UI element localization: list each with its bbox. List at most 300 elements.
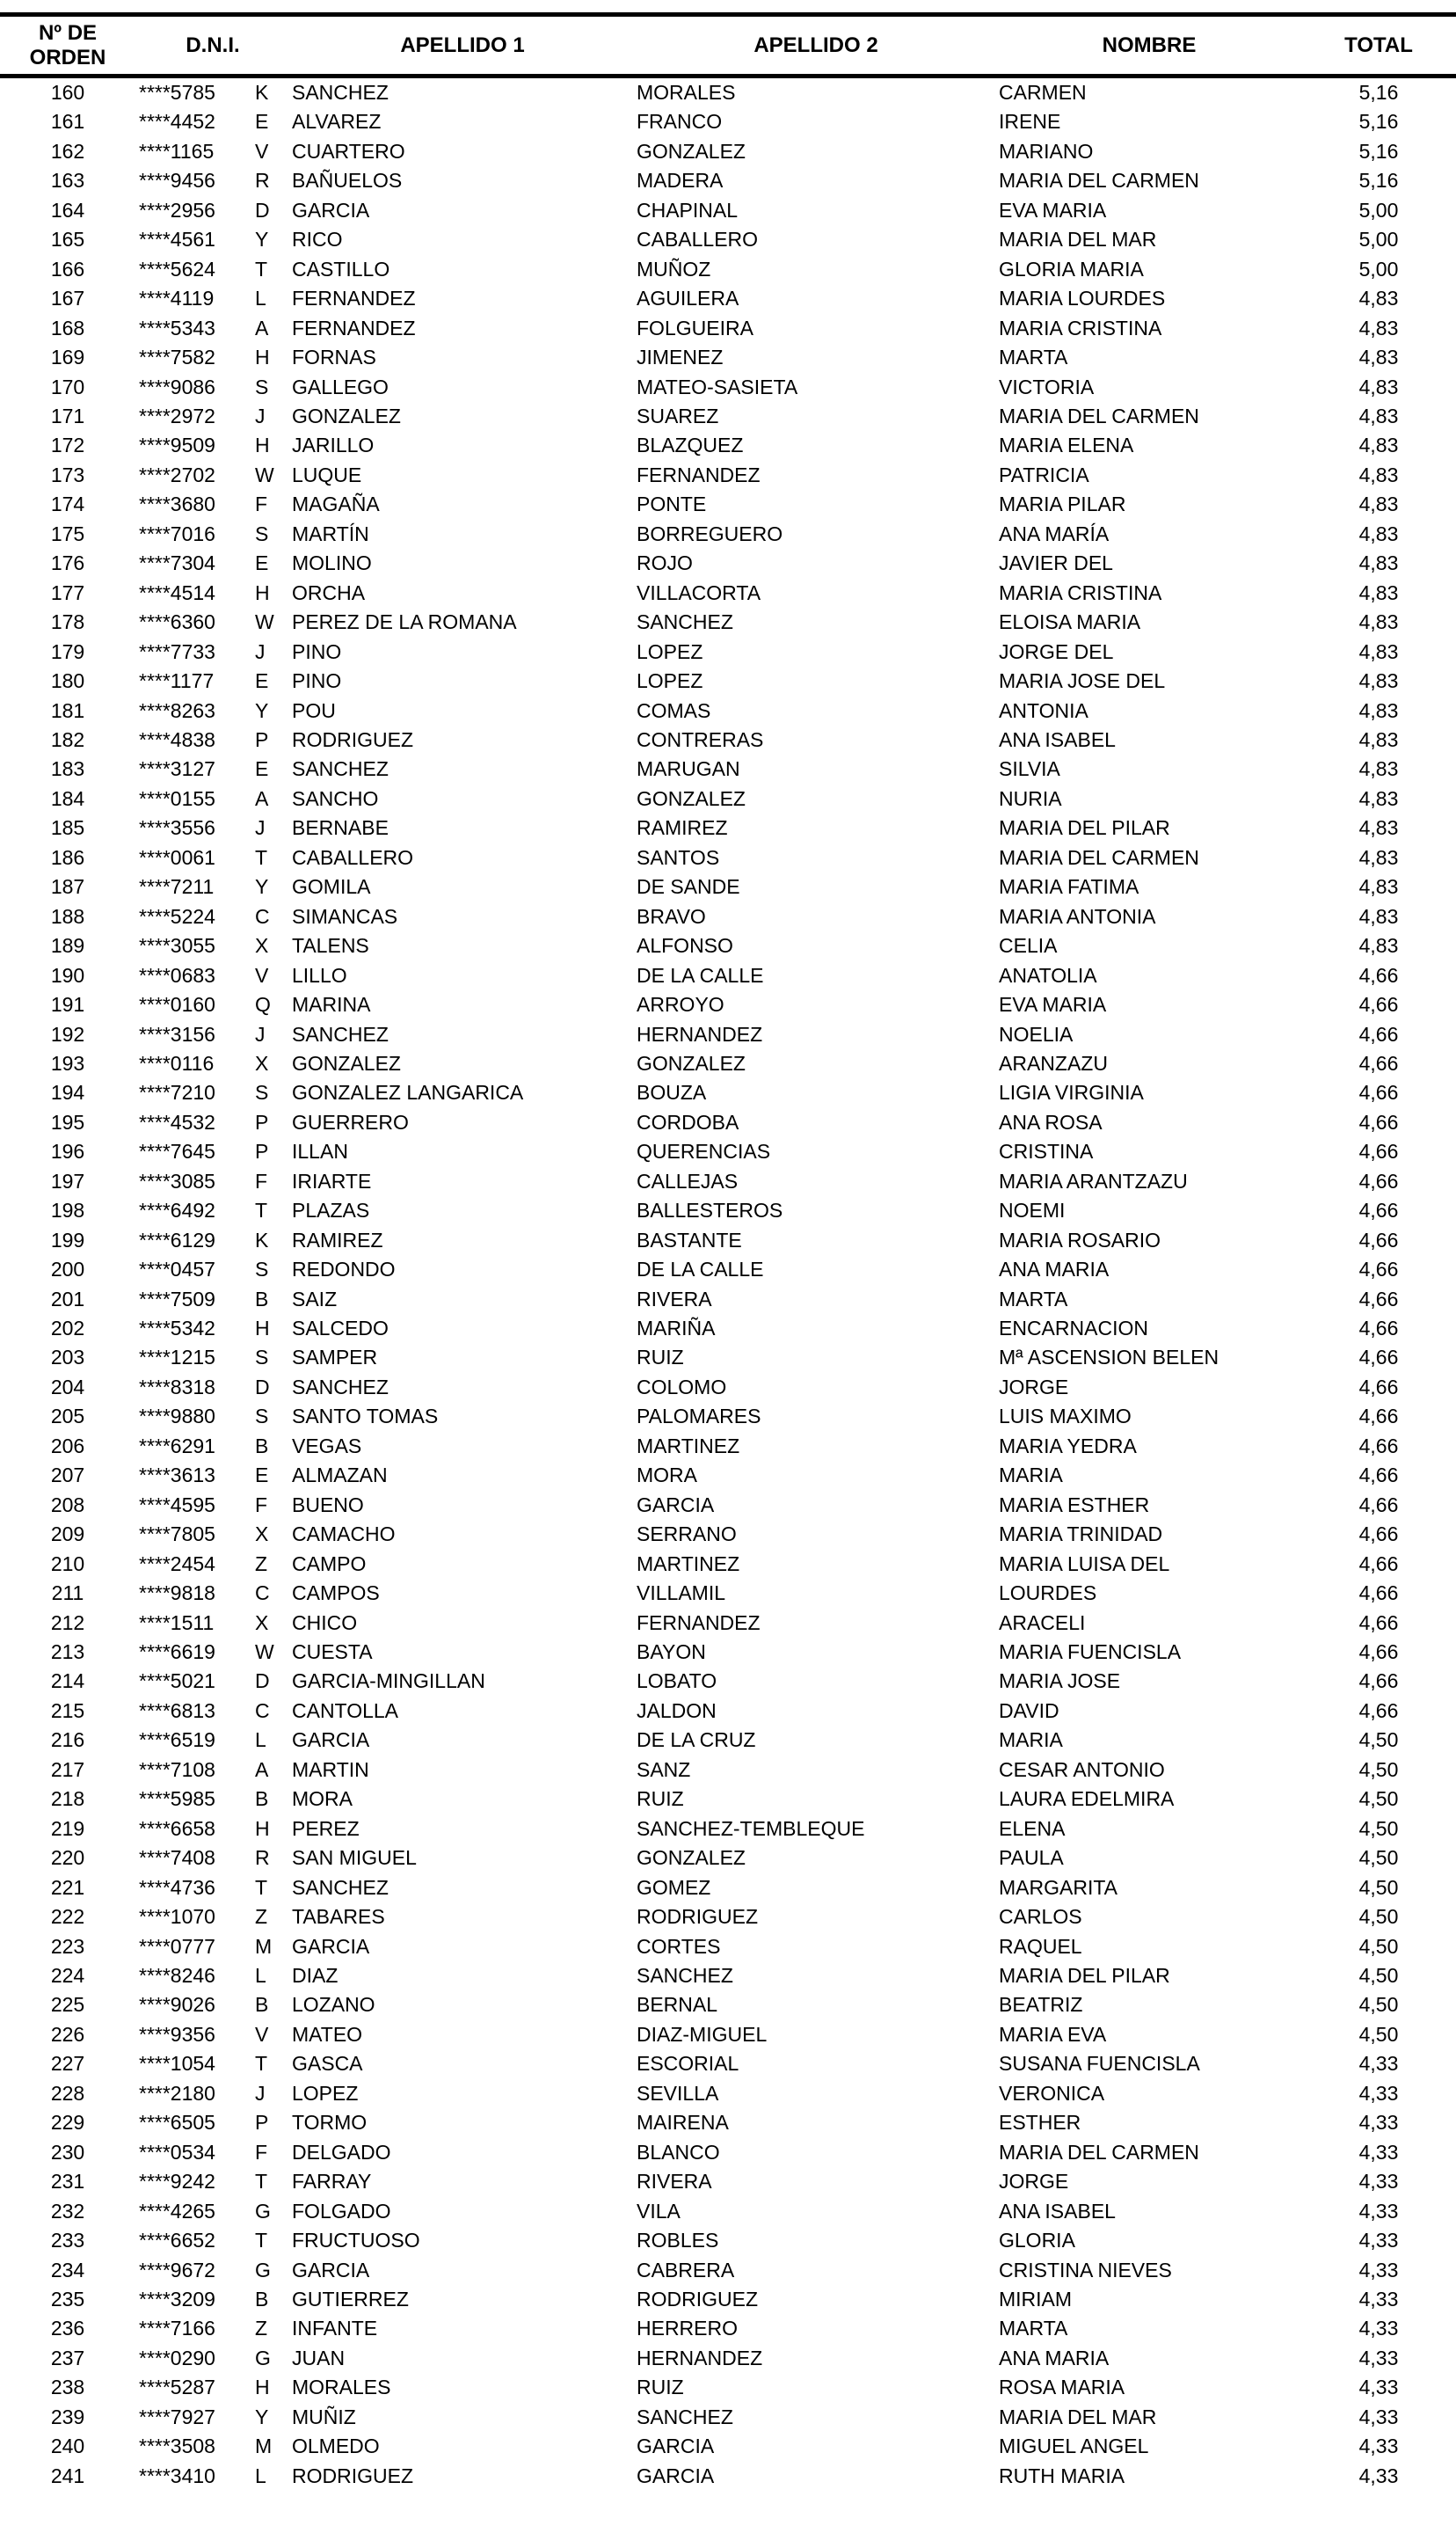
- dni-cell: ****1054: [139, 2052, 215, 2076]
- order-cell: 185: [50, 816, 85, 840]
- table-row: [0, 2020, 1456, 2049]
- total-cell: 4,33: [1358, 2317, 1399, 2340]
- total-cell: 4,83: [1358, 287, 1399, 310]
- apellido2-cell: CABRERA: [637, 2258, 735, 2281]
- column-header-apellido2: APELLIDO 2: [753, 33, 878, 57]
- total-cell: 4,83: [1358, 639, 1399, 663]
- dni-cell: ****7210: [139, 1081, 215, 1105]
- dni-cell: ****4265: [139, 2199, 215, 2223]
- apellido1-cell: BERNABE: [292, 816, 389, 840]
- table-row: [0, 520, 1456, 549]
- dni-cell: ****6658: [139, 1816, 215, 1840]
- table-row: [0, 961, 1456, 990]
- order-cell: 211: [51, 1581, 84, 1605]
- apellido1-cell: RAMIREZ: [292, 1228, 383, 1252]
- nombre-cell: MARIA CRISTINA: [999, 580, 1162, 604]
- apellido2-cell: LOBATO: [637, 1669, 717, 1693]
- nombre-cell: JORGE: [999, 1375, 1069, 1398]
- order-cell: 196: [50, 1140, 85, 1164]
- total-cell: 4,83: [1358, 580, 1399, 604]
- total-cell: 5,00: [1358, 257, 1399, 281]
- table-row: [0, 2108, 1456, 2137]
- apellido2-cell: RUIZ: [637, 1346, 684, 1369]
- order-cell: 241: [50, 2464, 85, 2487]
- dni-letter-cell: L: [255, 1964, 266, 1987]
- apellido1-cell: MUÑIZ: [292, 2405, 356, 2428]
- order-cell: 164: [50, 198, 85, 222]
- dni-letter-cell: W: [255, 463, 274, 486]
- apellido2-cell: RAMIREZ: [637, 816, 728, 840]
- column-header-nombre: NOMBRE: [1102, 33, 1197, 57]
- dni-cell: ****9880: [139, 1405, 215, 1428]
- dni-letter-cell: X: [255, 1610, 269, 1634]
- table-row: [0, 931, 1456, 960]
- dni-cell: ****3410: [139, 2464, 215, 2487]
- nombre-cell: ANA ISABEL: [999, 2199, 1116, 2223]
- apellido2-cell: BALLESTEROS: [637, 1199, 783, 1223]
- apellido2-cell: BLAZQUEZ: [637, 434, 744, 457]
- table-row: [0, 1726, 1456, 1755]
- total-cell: 4,66: [1358, 1169, 1399, 1193]
- nombre-cell: MARIA: [999, 1464, 1063, 1487]
- nombre-cell: MARIA YEDRA: [999, 1434, 1137, 1457]
- nombre-cell: EVA MARIA: [999, 198, 1107, 222]
- order-cell: 206: [50, 1434, 85, 1457]
- nombre-cell: RAQUEL: [999, 1934, 1082, 1958]
- dni-cell: ****0777: [139, 1934, 215, 1958]
- nombre-cell: MARIA FATIMA: [999, 875, 1139, 899]
- document-page: [0, 12, 1456, 2526]
- apellido1-cell: DELGADO: [292, 2140, 391, 2164]
- apellido2-cell: BASTANTE: [637, 1228, 742, 1252]
- total-cell: 4,66: [1358, 963, 1399, 987]
- order-cell: 190: [50, 963, 85, 987]
- order-cell: 226: [50, 2022, 85, 2046]
- dni-letter-cell: T: [255, 2052, 268, 2076]
- apellido2-cell: LOPEZ: [637, 669, 703, 693]
- column-header-apellido1: APELLIDO 1: [400, 33, 525, 57]
- apellido1-cell: LOZANO: [292, 1993, 375, 2017]
- dni-cell: ****7509: [139, 1287, 215, 1310]
- total-cell: 4,66: [1358, 1581, 1399, 1605]
- table-row: [0, 314, 1456, 343]
- total-cell: 5,00: [1358, 198, 1399, 222]
- apellido1-cell: POU: [292, 698, 336, 722]
- dni-letter-cell: F: [255, 493, 268, 516]
- dni-letter-cell: H: [255, 580, 270, 604]
- apellido2-cell: GARCIA: [637, 1493, 715, 1516]
- apellido1-cell: SAMPER: [292, 1346, 378, 1369]
- apellido2-cell: MAIRENA: [637, 2111, 729, 2135]
- dni-letter-cell: Q: [255, 993, 271, 1017]
- apellido2-cell: MORALES: [637, 81, 736, 104]
- total-cell: 4,83: [1358, 786, 1399, 810]
- nombre-cell: VERONICA: [999, 2081, 1105, 2105]
- dni-letter-cell: P: [255, 1110, 269, 1134]
- order-cell: 186: [50, 845, 85, 869]
- table-row: [0, 284, 1456, 313]
- dni-cell: ****7408: [139, 1846, 215, 1870]
- table-row: [0, 1638, 1456, 1667]
- nombre-cell: CARMEN: [999, 81, 1087, 104]
- total-cell: 4,83: [1358, 551, 1399, 575]
- total-cell: 4,66: [1358, 1346, 1399, 1369]
- total-cell: 4,66: [1358, 1640, 1399, 1664]
- total-cell: 4,33: [1358, 2111, 1399, 2135]
- dni-letter-cell: V: [255, 963, 269, 987]
- nombre-cell: MARIA DEL CARMEN: [999, 404, 1199, 427]
- nombre-cell: MARIA: [999, 1728, 1063, 1752]
- apellido1-cell: ALMAZAN: [292, 1464, 388, 1487]
- dni-cell: ****9818: [139, 1581, 215, 1605]
- table-row: [0, 107, 1456, 136]
- dni-cell: ****0290: [139, 2346, 215, 2369]
- total-cell: 4,83: [1358, 522, 1399, 545]
- total-cell: 4,66: [1358, 1140, 1399, 1164]
- apellido2-cell: GARCIA: [637, 2464, 715, 2487]
- table-row: [0, 1990, 1456, 2019]
- dni-letter-cell: T: [255, 2229, 268, 2252]
- apellido1-cell: GUERRERO: [292, 1110, 409, 1134]
- nombre-cell: MIRIAM: [999, 2287, 1073, 2311]
- order-cell: 238: [50, 2376, 85, 2399]
- order-cell: 179: [50, 639, 85, 663]
- table-row: [0, 2432, 1456, 2461]
- table-row: [0, 343, 1456, 372]
- nombre-cell: MARIA EVA: [999, 2022, 1107, 2046]
- total-cell: 4,83: [1358, 316, 1399, 339]
- order-cell: 191: [50, 993, 85, 1017]
- table-row: [0, 2285, 1456, 2314]
- apellido2-cell: AGUILERA: [637, 287, 739, 310]
- apellido2-cell: HERRERO: [637, 2317, 739, 2340]
- dni-cell: ****7108: [139, 1757, 215, 1781]
- apellido2-cell: BRAVO: [637, 904, 706, 928]
- total-cell: 4,66: [1358, 1610, 1399, 1634]
- order-cell: 180: [50, 669, 85, 693]
- dni-cell: ****5224: [139, 904, 215, 928]
- dni-cell: ****5785: [139, 81, 215, 104]
- apellido1-cell: MARINA: [292, 993, 371, 1017]
- total-cell: 4,83: [1358, 727, 1399, 751]
- table-row: [0, 1785, 1456, 1814]
- table-row: [0, 726, 1456, 755]
- order-cell: 161: [50, 110, 85, 134]
- apellido2-cell: PONTE: [637, 493, 707, 516]
- total-cell: 4,83: [1358, 463, 1399, 486]
- dni-cell: ****0457: [139, 1258, 215, 1281]
- total-cell: 4,66: [1358, 1287, 1399, 1310]
- nombre-cell: CRISTINA NIEVES: [999, 2258, 1172, 2281]
- dni-letter-cell: S: [255, 1346, 269, 1369]
- dni-cell: ****7733: [139, 639, 215, 663]
- apellido2-cell: RODRIGUEZ: [637, 2287, 758, 2311]
- nombre-cell: Mª ASCENSION BELEN: [999, 1346, 1219, 1369]
- total-cell: 4,50: [1358, 1728, 1399, 1752]
- nombre-cell: MARIA ELENA: [999, 434, 1134, 457]
- dni-cell: ****1177: [139, 669, 215, 693]
- table-row: [0, 1226, 1456, 1255]
- table-row: [0, 2373, 1456, 2402]
- order-cell: 235: [50, 2287, 85, 2311]
- dni-cell: ****4452: [139, 110, 215, 134]
- dni-cell: ****5287: [139, 2376, 215, 2399]
- dni-letter-cell: T: [255, 257, 268, 281]
- apellido2-cell: COLOMO: [637, 1375, 727, 1398]
- apellido1-cell: JUAN: [292, 2346, 346, 2369]
- table-row: [0, 373, 1456, 402]
- dni-letter-cell: D: [255, 198, 270, 222]
- order-cell: 203: [50, 1346, 85, 1369]
- nombre-cell: SILVIA: [999, 757, 1060, 781]
- table-row: [0, 785, 1456, 814]
- dni-letter-cell: Y: [255, 2405, 269, 2428]
- apellido1-cell: GARCIA: [292, 2258, 370, 2281]
- order-cell: 233: [50, 2229, 85, 2252]
- apellido2-cell: GONZALEZ: [637, 1846, 746, 1870]
- dni-cell: ****6619: [139, 1640, 215, 1664]
- table-row: [0, 2049, 1456, 2078]
- dni-cell: ****4838: [139, 727, 215, 751]
- order-cell: 170: [50, 375, 85, 398]
- dni-cell: ****2956: [139, 198, 215, 222]
- dni-letter-cell: R: [255, 1846, 270, 1870]
- dni-letter-cell: W: [255, 610, 274, 634]
- apellido2-cell: RODRIGUEZ: [637, 1905, 758, 1929]
- table-row: [0, 1167, 1456, 1196]
- total-cell: 4,66: [1358, 1051, 1399, 1075]
- dni-letter-cell: J: [255, 1022, 266, 1046]
- nombre-cell: MARIA DEL MAR: [999, 228, 1157, 252]
- dni-cell: ****3209: [139, 2287, 215, 2311]
- table-row: [0, 697, 1456, 726]
- nombre-cell: ANA MARIA: [999, 1258, 1110, 1281]
- nombre-cell: ANA ISABEL: [999, 727, 1116, 751]
- order-cell: 222: [50, 1905, 85, 1929]
- dni-letter-cell: E: [255, 669, 269, 693]
- apellido2-cell: VILA: [637, 2199, 681, 2223]
- order-cell: 239: [50, 2405, 85, 2428]
- total-cell: 4,33: [1358, 2081, 1399, 2105]
- apellido1-cell: SANCHEZ: [292, 757, 389, 781]
- nombre-cell: ELOISA MARIA: [999, 610, 1141, 634]
- nombre-cell: JORGE DEL: [999, 639, 1114, 663]
- table-row: [0, 1137, 1456, 1166]
- nombre-cell: ANATOLIA: [999, 963, 1097, 987]
- dni-cell: ****5343: [139, 316, 215, 339]
- apellido2-cell: COMAS: [637, 698, 711, 722]
- apellido2-cell: ROJO: [637, 551, 693, 575]
- order-cell: 240: [50, 2435, 85, 2458]
- apellido1-cell: CUESTA: [292, 1640, 373, 1664]
- dni-letter-cell: H: [255, 434, 270, 457]
- order-cell: 169: [50, 346, 85, 369]
- table-row: [0, 402, 1456, 431]
- apellido1-cell: SIMANCAS: [292, 904, 398, 928]
- order-cell: 204: [50, 1375, 85, 1398]
- dni-letter-cell: S: [255, 375, 269, 398]
- apellido2-cell: HERNANDEZ: [637, 1022, 763, 1046]
- dni-cell: ****7805: [139, 1522, 215, 1546]
- apellido1-cell: PINO: [292, 639, 342, 663]
- column-header-order: Nº DE ORDEN: [29, 20, 106, 69]
- total-cell: 4,33: [1358, 2287, 1399, 2311]
- total-cell: 5,16: [1358, 81, 1399, 104]
- dni-letter-cell: H: [255, 1317, 270, 1340]
- apellido1-cell: JARILLO: [292, 434, 375, 457]
- order-cell: 184: [50, 786, 85, 810]
- apellido1-cell: GOMILA: [292, 875, 371, 899]
- apellido1-cell: MAGAÑA: [292, 493, 380, 516]
- apellido2-cell: MARTINEZ: [637, 1434, 740, 1457]
- dni-letter-cell: H: [255, 346, 270, 369]
- dni-cell: ****2972: [139, 404, 215, 427]
- nombre-cell: MARIA JOSE DEL: [999, 669, 1166, 693]
- nombre-cell: CRISTINA: [999, 1140, 1094, 1164]
- nombre-cell: GLORIA: [999, 2229, 1075, 2252]
- order-cell: 216: [50, 1728, 85, 1752]
- apellido1-cell: PINO: [292, 669, 342, 693]
- table-row: [0, 2344, 1456, 2373]
- table-row: [0, 843, 1456, 872]
- nombre-cell: MARTA: [999, 1287, 1068, 1310]
- table-row: [0, 814, 1456, 843]
- total-cell: 4,33: [1358, 2170, 1399, 2194]
- apellido1-cell: SANCHO: [292, 786, 379, 810]
- column-header-dni: D.N.I.: [186, 33, 240, 57]
- nombre-cell: MARIA ANTONIA: [999, 904, 1156, 928]
- order-cell: 194: [50, 1081, 85, 1105]
- total-cell: 4,33: [1358, 2140, 1399, 2164]
- apellido1-cell: IRIARTE: [292, 1169, 372, 1193]
- dni-letter-cell: T: [255, 1199, 268, 1223]
- dni-cell: ****4595: [139, 1493, 215, 1516]
- dni-letter-cell: B: [255, 1787, 269, 1811]
- dni-cell: ****0061: [139, 845, 215, 869]
- table-row: [0, 431, 1456, 460]
- dni-cell: ****6519: [139, 1728, 215, 1752]
- dni-letter-cell: F: [255, 1493, 268, 1516]
- dni-letter-cell: A: [255, 316, 269, 339]
- total-cell: 4,33: [1358, 2052, 1399, 2076]
- order-cell: 173: [50, 463, 85, 486]
- order-cell: 166: [50, 257, 85, 281]
- dni-letter-cell: J: [255, 2081, 266, 2105]
- dni-letter-cell: L: [255, 287, 266, 310]
- apellido2-cell: ALFONSO: [637, 934, 733, 958]
- apellido2-cell: MUÑOZ: [637, 257, 711, 281]
- order-cell: 218: [50, 1787, 85, 1811]
- apellido2-cell: SANTOS: [637, 845, 720, 869]
- nombre-cell: LIGIA VIRGINIA: [999, 1081, 1144, 1105]
- table-row: [0, 2403, 1456, 2432]
- dni-letter-cell: F: [255, 1169, 268, 1193]
- table-row: [0, 2314, 1456, 2343]
- total-cell: 4,50: [1358, 1934, 1399, 1958]
- table-row: [0, 1343, 1456, 1372]
- apellido1-cell: VEGAS: [292, 1434, 362, 1457]
- dni-letter-cell: G: [255, 2346, 271, 2369]
- dni-cell: ****0160: [139, 993, 215, 1017]
- apellido2-cell: RIVERA: [637, 1287, 712, 1310]
- order-cell: 172: [50, 434, 85, 457]
- order-cell: 160: [50, 81, 85, 104]
- dni-letter-cell: T: [255, 2170, 268, 2194]
- order-cell: 220: [50, 1846, 85, 1870]
- nombre-cell: CELIA: [999, 934, 1058, 958]
- apellido1-cell: SANCHEZ: [292, 81, 389, 104]
- order-cell: 224: [50, 1964, 85, 1987]
- nombre-cell: ENCARNACION: [999, 1317, 1148, 1340]
- dni-cell: ****6129: [139, 1228, 215, 1252]
- total-cell: 4,66: [1358, 1110, 1399, 1134]
- dni-cell: ****6492: [139, 1199, 215, 1223]
- apellido2-cell: ARROYO: [637, 993, 724, 1017]
- dni-cell: ****9672: [139, 2258, 215, 2281]
- apellido2-cell: RUIZ: [637, 1787, 684, 1811]
- dni-letter-cell: L: [255, 1728, 266, 1752]
- table-header: [0, 15, 1456, 77]
- apellido1-cell: PEREZ DE LA ROMANA: [292, 610, 517, 634]
- apellido1-cell: SAIZ: [292, 1287, 338, 1310]
- nombre-cell: PAULA: [999, 1846, 1064, 1870]
- apellido2-cell: SUAREZ: [637, 404, 719, 427]
- apellido1-cell: RODRIGUEZ: [292, 727, 413, 751]
- apellido2-cell: FERNANDEZ: [637, 1610, 761, 1634]
- apellido1-cell: FERNANDEZ: [292, 316, 416, 339]
- dni-letter-cell: V: [255, 139, 269, 163]
- apellido1-cell: CABALLERO: [292, 845, 414, 869]
- order-cell: 189: [50, 934, 85, 958]
- order-cell: 230: [50, 2140, 85, 2164]
- nombre-cell: BEATRIZ: [999, 1993, 1083, 2017]
- total-cell: 4,66: [1358, 1228, 1399, 1252]
- total-cell: 4,66: [1358, 1522, 1399, 1546]
- total-cell: 4,66: [1358, 1434, 1399, 1457]
- table-row: [0, 490, 1456, 519]
- dni-letter-cell: T: [255, 1875, 268, 1899]
- apellido1-cell: CAMPOS: [292, 1581, 380, 1605]
- nombre-cell: LUIS MAXIMO: [999, 1405, 1132, 1428]
- dni-cell: ****4514: [139, 580, 215, 604]
- total-cell: 4,33: [1358, 2376, 1399, 2399]
- total-cell: 5,00: [1358, 228, 1399, 252]
- apellido2-cell: PALOMARES: [637, 1405, 761, 1428]
- dni-cell: ****6652: [139, 2229, 215, 2252]
- order-cell: 167: [50, 287, 85, 310]
- apellido2-cell: DE LA CALLE: [637, 1258, 764, 1281]
- apellido2-cell: MARUGAN: [637, 757, 740, 781]
- apellido2-cell: RIVERA: [637, 2170, 712, 2194]
- nombre-cell: MARIA DEL CARMEN: [999, 845, 1199, 869]
- order-cell: 174: [50, 493, 85, 516]
- nombre-cell: MARTA: [999, 346, 1068, 369]
- dni-cell: ****1215: [139, 1346, 215, 1369]
- apellido1-cell: RODRIGUEZ: [292, 2464, 413, 2487]
- total-cell: 4,50: [1358, 1875, 1399, 1899]
- dni-letter-cell: M: [255, 2435, 273, 2458]
- dni-letter-cell: C: [255, 1698, 270, 1722]
- order-cell: 178: [50, 610, 85, 634]
- dni-cell: ****1070: [139, 1905, 215, 1929]
- nombre-cell: ANTONIA: [999, 698, 1088, 722]
- order-cell: 168: [50, 316, 85, 339]
- dni-cell: ****8318: [139, 1375, 215, 1398]
- total-cell: 4,66: [1358, 1669, 1399, 1693]
- apellido2-cell: GONZALEZ: [637, 1051, 746, 1075]
- dni-letter-cell: G: [255, 2199, 271, 2223]
- dni-letter-cell: B: [255, 1434, 269, 1457]
